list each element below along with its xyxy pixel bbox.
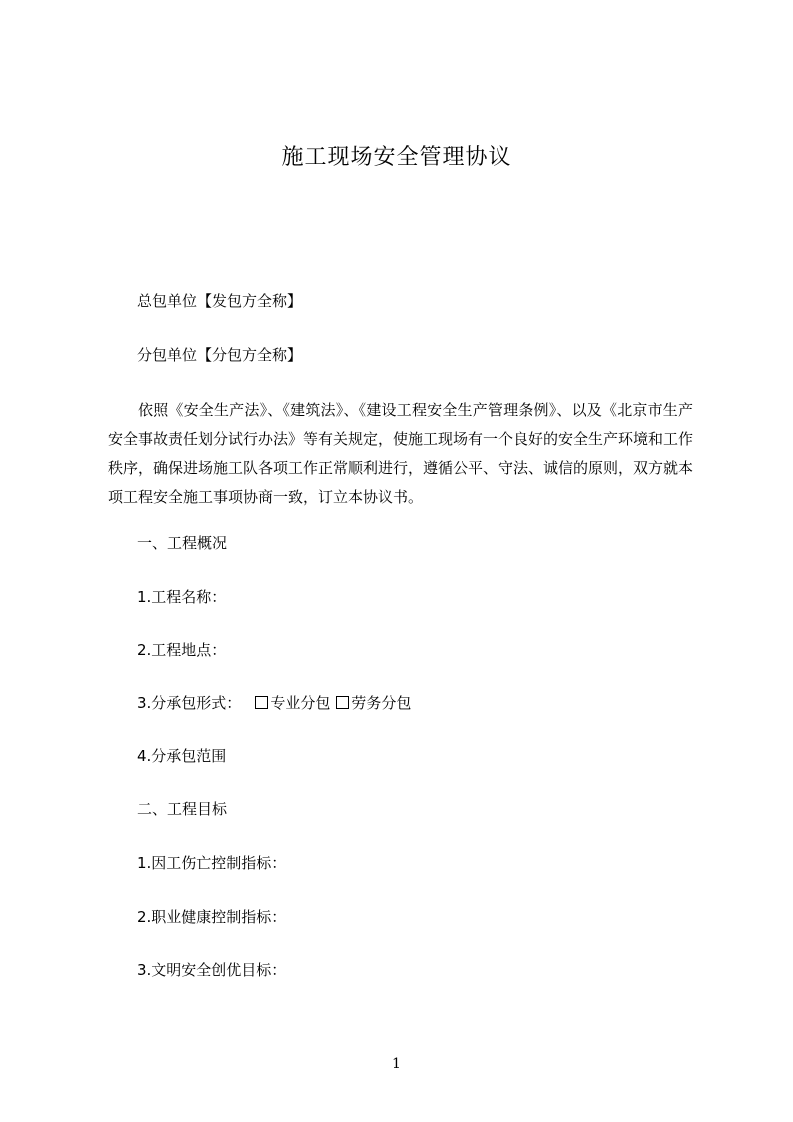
section-heading-project-overview: 一、工程概况 (137, 534, 228, 552)
project-location-line: 2.工程地点： (137, 641, 227, 659)
document-title: 施工现场安全管理协议 (281, 145, 512, 170)
subcontractor-line: 分包单位【分包方全称】 (137, 346, 303, 364)
checkbox-professional[interactable] (255, 696, 268, 709)
page-number: 1 (392, 1056, 401, 1072)
checkbox-labor-label: 劳务分包 (351, 694, 412, 712)
checkbox-professional-label: 专业分包 (270, 694, 331, 712)
section-heading-project-goals: 二、工程目标 (137, 800, 228, 818)
subcontract-form-label: 3.分承包形式： (137, 694, 242, 712)
general-contractor-line: 总包单位【发包方全称】 (137, 292, 303, 310)
subcontract-scope-line: 4.分承包范围 (137, 747, 227, 765)
intro-paragraph: 依照《安全生产法》、《建筑法》、《建设工程安全生产管理条例》、以及《北京市生产安全事故责任划分试行办法》等有关规定，使施工现场有一个良好的安全生产环境和工作秩序，确保进场施工队各项工作正常顺利进行，遵循公平、守法、诚信的原则，双方就本项工程安全施工事项协商一致，订立本协议书。 (108, 401, 694, 506)
civilized-safety-goal-line: 3.文明安全创优目标： (137, 961, 287, 979)
casualty-control-line: 1.因工伤亡控制指标： (137, 854, 287, 872)
subcontract-form-line (137, 692, 411, 713)
project-name-line: 1.工程名称： (137, 588, 227, 606)
checkbox-labor[interactable] (336, 696, 349, 709)
occupational-health-line: 2.职业健康控制指标： (137, 908, 287, 926)
